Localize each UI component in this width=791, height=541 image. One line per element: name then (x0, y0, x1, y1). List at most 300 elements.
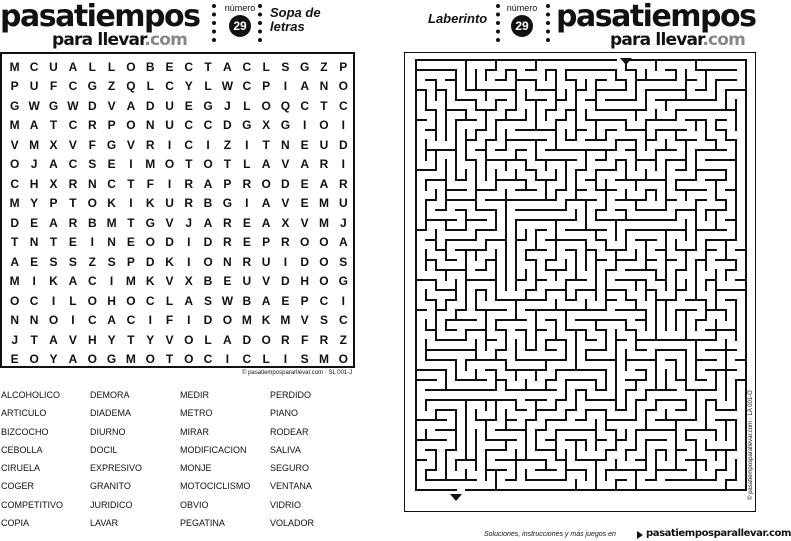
grid-cell[interactable]: E (184, 98, 193, 113)
grid-cell[interactable]: L (204, 332, 212, 347)
grid-cell[interactable]: G (87, 79, 97, 94)
grid-cell[interactable]: T (49, 235, 58, 250)
grid-cell[interactable]: H (107, 293, 116, 308)
grid-cell[interactable]: P (107, 118, 116, 133)
grid-cell[interactable]: O (222, 313, 233, 328)
grid-cell[interactable]: V (68, 332, 77, 347)
grid-cell[interactable]: A (49, 215, 58, 230)
grid-cell[interactable]: I (283, 352, 288, 367)
grid-cell[interactable]: U (165, 196, 174, 211)
grid-cell[interactable]: O (145, 235, 155, 250)
grid-cell[interactable]: M (9, 196, 20, 211)
grid-cell[interactable]: G (222, 196, 233, 211)
grid-cell[interactable]: O (261, 98, 271, 113)
grid-cell[interactable]: A (68, 274, 78, 289)
grid-cell[interactable]: I (245, 196, 249, 211)
grid-cell[interactable]: Z (339, 332, 347, 347)
grid-cell[interactable]: I (109, 274, 114, 289)
grid-cell[interactable]: C (68, 79, 78, 94)
grid-cell[interactable]: G (280, 118, 291, 133)
grid-cell[interactable]: O (10, 293, 20, 308)
grid-cell[interactable]: A (319, 176, 329, 191)
grid-cell[interactable]: C (68, 118, 78, 133)
grid-cell[interactable]: W (221, 293, 234, 308)
grid-cell[interactable]: V (262, 274, 271, 289)
grid-cell[interactable]: N (281, 137, 290, 152)
grid-cell[interactable]: A (10, 254, 19, 269)
grid-cell[interactable]: Y (184, 79, 193, 94)
grid-cell[interactable]: U (165, 118, 174, 133)
grid-cell[interactable]: M (318, 215, 329, 230)
grid-cell[interactable]: U (319, 137, 329, 152)
grid-cell[interactable]: D (145, 254, 155, 269)
grid-cell[interactable]: T (69, 196, 77, 211)
grid-cell[interactable]: O (319, 118, 329, 133)
grid-cell[interactable]: X (262, 118, 271, 133)
grid-cell[interactable]: N (107, 235, 116, 250)
grid-cell[interactable]: D (10, 215, 19, 230)
grid-cell[interactable]: M (125, 274, 136, 289)
grid-cell[interactable]: M (280, 313, 291, 328)
grid-cell[interactable]: E (300, 196, 309, 211)
grid-cell[interactable]: U (338, 196, 348, 211)
grid-cell[interactable]: T (262, 137, 270, 152)
grid-cell[interactable]: E (30, 215, 39, 230)
grid-cell[interactable]: I (341, 293, 345, 308)
grid-cell[interactable]: C (242, 59, 252, 74)
grid-cell[interactable]: P (49, 196, 58, 211)
grid-cell[interactable]: F (146, 176, 154, 191)
grid-cell[interactable]: N (319, 79, 329, 94)
grid-cell[interactable]: C (165, 79, 174, 94)
grid-cell[interactable]: O (126, 293, 136, 308)
grid-cell[interactable]: S (88, 157, 97, 172)
grid-cell[interactable]: I (187, 254, 191, 269)
grid-cell[interactable]: C (338, 313, 348, 328)
grid-cell[interactable]: A (261, 196, 271, 211)
grid-cell[interactable]: E (165, 59, 174, 74)
grid-cell[interactable]: V (165, 215, 174, 230)
grid-cell[interactable]: D (145, 98, 155, 113)
grid-cell[interactable]: C (338, 98, 348, 113)
grid-cell[interactable]: K (145, 196, 155, 211)
grid-cell[interactable]: O (87, 293, 97, 308)
grid-cell[interactable]: O (261, 176, 271, 191)
grid-cell[interactable]: E (300, 176, 309, 191)
grid-cell[interactable]: G (10, 98, 20, 113)
word-list-item: MIRAR (180, 426, 209, 437)
grid-cell[interactable]: X (49, 176, 58, 191)
grid-cell[interactable]: N (29, 313, 39, 328)
grid-cell[interactable]: C (184, 137, 194, 152)
grid-cell[interactable]: C (87, 274, 97, 289)
grid-cell[interactable]: I (187, 313, 191, 328)
grid-cell[interactable]: H (29, 176, 39, 191)
grid-cell[interactable]: M (125, 352, 136, 367)
grid-cell[interactable]: B (203, 196, 213, 211)
grid-cell[interactable]: A (261, 215, 271, 230)
right-logo-sub: para llevar (610, 30, 703, 50)
grid-cell[interactable]: E (242, 235, 251, 250)
grid-cell[interactable]: T (11, 235, 19, 250)
grid-cell[interactable]: C (87, 313, 97, 328)
grid-cell[interactable]: I (167, 137, 172, 152)
grid-cell[interactable]: A (107, 313, 116, 328)
grid-cell[interactable]: E (126, 235, 135, 250)
grid-cell[interactable]: P (126, 254, 135, 269)
grid-cell[interactable]: E (300, 137, 309, 152)
grid-cell[interactable]: W (28, 98, 40, 113)
word-list-item: VIDRIO (270, 499, 302, 510)
grid-cell[interactable]: S (49, 254, 58, 269)
grid-cell[interactable]: Q (126, 79, 136, 94)
grid-cell[interactable]: H (300, 274, 309, 289)
grid-cell[interactable]: C (184, 59, 194, 74)
grid-cell[interactable]: A (261, 293, 271, 308)
grid-cell[interactable]: C (242, 352, 252, 367)
grid-cell[interactable]: C (242, 79, 252, 94)
grid-cell[interactable]: U (165, 98, 174, 113)
grid-cell[interactable]: L (165, 293, 174, 308)
grid-cell[interactable]: B (145, 59, 155, 74)
grid-cell[interactable]: I (341, 157, 345, 172)
grid-cell[interactable]: U (49, 59, 58, 74)
grid-cell[interactable]: I (90, 235, 94, 250)
grid-cell[interactable]: Z (107, 79, 116, 94)
grid-cell[interactable]: E (107, 157, 116, 172)
grid-cell[interactable]: S (281, 59, 290, 74)
grid-cell[interactable]: D (338, 137, 348, 152)
grid-cell[interactable]: O (87, 196, 97, 211)
grid-cell[interactable]: M (318, 352, 329, 367)
grid-cell[interactable]: O (164, 157, 175, 172)
grid-cell[interactable]: H (87, 332, 97, 347)
word-list-item: ALCOHOLICO (1, 390, 61, 400)
grid-cell[interactable]: R (281, 235, 290, 250)
grid-cell[interactable]: X (184, 274, 193, 289)
grid-cell[interactable]: P (10, 79, 19, 94)
grid-cell[interactable]: R (338, 176, 348, 191)
grid-cell[interactable]: V (126, 137, 135, 152)
grid-cell[interactable]: O (145, 352, 155, 367)
grid-cell[interactable]: K (165, 254, 174, 269)
grid-cell[interactable]: K (261, 313, 271, 328)
grid-cell[interactable]: F (165, 313, 174, 328)
grid-cell[interactable]: S (300, 352, 309, 367)
grid-cell[interactable]: I (148, 313, 152, 328)
grid-cell[interactable]: R (223, 215, 232, 230)
grid-cell[interactable]: K (49, 274, 58, 289)
grid-cell[interactable]: N (145, 118, 155, 133)
grid-cell[interactable]: S (319, 313, 328, 328)
footer-arrow-icon (637, 531, 643, 539)
grid-cell[interactable]: T (127, 332, 135, 347)
grid-cell[interactable]: O (319, 274, 329, 289)
grid-cell[interactable]: R (319, 157, 329, 172)
grid-cell[interactable]: R (145, 137, 155, 152)
grid-cell[interactable]: O (319, 254, 329, 269)
grid-cell[interactable]: O (203, 254, 213, 269)
grid-cell[interactable]: Y (49, 352, 58, 367)
grid-cell[interactable]: Z (88, 254, 96, 269)
grid-cell[interactable]: D (281, 274, 290, 289)
grid-cell[interactable]: S (68, 254, 77, 269)
grid-cell[interactable]: R (242, 176, 252, 191)
grid-cell[interactable]: T (165, 352, 174, 367)
grid-cell[interactable]: A (261, 157, 271, 172)
grid-cell[interactable]: D (242, 332, 252, 347)
grid-cell[interactable]: G (106, 352, 117, 367)
grid-cell[interactable]: R (281, 332, 290, 347)
grid-cell[interactable]: N (10, 313, 19, 328)
grid-cell[interactable]: L (69, 293, 77, 308)
grid-cell[interactable]: A (68, 352, 78, 367)
grid-cell[interactable]: C (319, 293, 329, 308)
grid-cell[interactable]: R (68, 215, 78, 230)
grid-cell[interactable]: J (11, 332, 19, 347)
grid-cell[interactable]: O (126, 59, 136, 74)
grid-cell[interactable]: P (223, 176, 232, 191)
grid-cell[interactable]: V (107, 98, 116, 113)
grid-cell[interactable]: T (127, 176, 135, 191)
grid-cell[interactable]: I (245, 137, 249, 152)
grid-cell[interactable]: I (283, 254, 288, 269)
grid-cell[interactable]: L (88, 59, 96, 74)
grid-cell[interactable]: R (223, 235, 232, 250)
grid-cell[interactable]: V (165, 274, 174, 289)
grid-cell[interactable]: I (341, 118, 345, 133)
grid-cell[interactable]: V (281, 196, 290, 211)
grid-cell[interactable]: M (241, 313, 252, 328)
grid-cell[interactable]: N (29, 235, 39, 250)
grid-cell[interactable]: V (68, 137, 77, 152)
grid-cell[interactable]: U (242, 274, 252, 289)
grid-cell[interactable]: O (261, 332, 271, 347)
grid-cell[interactable]: D (203, 235, 213, 250)
grid-cell[interactable]: P (262, 79, 271, 94)
grid-cell[interactable]: Y (30, 196, 39, 211)
word-list-item: PERDIDO (270, 390, 312, 400)
word-list-item: DIURNO (90, 426, 126, 437)
grid-cell[interactable]: C (29, 293, 39, 308)
grid-cell[interactable]: M (106, 215, 117, 230)
grid-cell[interactable]: N (223, 254, 232, 269)
grid-cell[interactable]: D (165, 235, 174, 250)
grid-cell[interactable]: A (203, 215, 213, 230)
grid-cell[interactable]: Y (107, 332, 116, 347)
grid-cell[interactable]: F (49, 79, 58, 94)
grid-cell[interactable]: J (224, 98, 231, 113)
grid-cell[interactable]: R (184, 196, 194, 211)
grid-cell[interactable]: T (127, 215, 135, 230)
grid-cell[interactable]: C (29, 59, 39, 74)
grid-cell[interactable]: G (106, 137, 117, 152)
grid-cell[interactable]: E (223, 274, 232, 289)
grid-cell[interactable]: I (129, 157, 133, 172)
grid-cell[interactable]: O (126, 118, 136, 133)
grid-cell[interactable]: T (185, 157, 193, 172)
grid-cell[interactable]: E (68, 235, 77, 250)
grid-cell[interactable]: P (262, 235, 271, 250)
grid-cell[interactable]: F (88, 137, 96, 152)
grid-cell[interactable]: B (203, 274, 213, 289)
grid-cell[interactable]: I (225, 352, 230, 367)
grid-cell[interactable]: S (203, 293, 212, 308)
grid-cell[interactable]: A (300, 79, 309, 94)
grid-cell[interactable]: O (300, 235, 310, 250)
grid-cell[interactable]: O (319, 235, 329, 250)
grid-cell[interactable]: Z (320, 59, 328, 74)
grid-cell[interactable]: O (87, 352, 97, 367)
grid-cell[interactable]: G (338, 274, 348, 289)
grid-cell[interactable]: L (262, 59, 270, 74)
grid-cell[interactable]: L (243, 98, 251, 113)
grid-cell[interactable]: C (184, 118, 194, 133)
grid-cell[interactable]: A (300, 157, 309, 172)
grid-cell[interactable]: O (184, 352, 194, 367)
grid-cell[interactable]: M (9, 118, 20, 133)
grid-cell[interactable]: V (10, 137, 19, 152)
grid-cell[interactable]: A (49, 332, 58, 347)
grid-cell[interactable]: A (29, 118, 39, 133)
grid-cell[interactable]: E (281, 293, 290, 308)
grid-cell[interactable]: V (165, 332, 174, 347)
grid-cell[interactable]: T (49, 118, 58, 133)
grid-cell[interactable]: O (10, 157, 20, 172)
grid-cell[interactable]: A (126, 98, 136, 113)
grid-cell[interactable]: L (243, 157, 251, 172)
grid-cell[interactable]: V (300, 215, 309, 230)
grid-cell[interactable]: Q (280, 98, 291, 113)
grid-cell[interactable]: V (281, 157, 290, 172)
grid-cell[interactable]: A (338, 235, 348, 250)
grid-cell[interactable]: M (318, 196, 329, 211)
grid-cell[interactable]: J (30, 157, 38, 172)
grid-cell[interactable]: I (71, 313, 75, 328)
grid-cell[interactable]: X (49, 137, 58, 152)
grid-cell[interactable]: C (203, 352, 213, 367)
grid-cell[interactable]: L (262, 352, 270, 367)
grid-cell[interactable]: M (9, 59, 20, 74)
grid-cell[interactable]: F (301, 332, 309, 347)
grid-cell[interactable]: I (187, 235, 191, 250)
grid-cell[interactable]: C (68, 157, 78, 172)
grid-cell[interactable]: T (320, 98, 328, 113)
word-list-item: PIANO (270, 408, 299, 419)
grid-cell[interactable]: S (107, 254, 116, 269)
grid-cell[interactable]: C (145, 293, 155, 308)
grid-cell[interactable]: E (242, 215, 251, 230)
grid-row (5, 135, 353, 155)
grid-cell[interactable]: R (184, 176, 194, 191)
grid-cell[interactable]: I (129, 196, 133, 211)
grid-cell[interactable]: R (87, 118, 97, 133)
grid-cell[interactable]: R (242, 254, 252, 269)
grid-cell[interactable]: T (30, 332, 38, 347)
grid-cell[interactable]: G (300, 59, 310, 74)
grid-cell[interactable]: P (339, 59, 348, 74)
grid-cell[interactable]: G (203, 98, 213, 113)
grid-cell[interactable]: J (339, 215, 347, 230)
grid-cell[interactable]: C (126, 313, 136, 328)
maze-svg (416, 60, 746, 494)
grid-cell[interactable]: B (242, 293, 252, 308)
grid-cell[interactable]: A (223, 332, 232, 347)
grid-cell[interactable]: W (67, 98, 79, 113)
grid-cell[interactable]: V (300, 313, 309, 328)
grid-cell[interactable]: L (204, 79, 212, 94)
grid-cell[interactable]: I (303, 118, 307, 133)
footer-logo[interactable]: pasatiemposparallevar.com (646, 528, 791, 539)
grid-cell[interactable]: G (145, 215, 155, 230)
grid-cell[interactable]: M (145, 157, 156, 172)
grid-cell[interactable]: I (51, 293, 56, 308)
left-header-divider (212, 4, 220, 42)
grid-cell[interactable]: O (48, 313, 59, 328)
grid-cell[interactable]: J (185, 215, 193, 230)
grid-cell[interactable]: U (261, 254, 271, 269)
grid-cell[interactable]: O (184, 332, 194, 347)
grid-cell[interactable]: I (206, 137, 210, 152)
grid-cell[interactable]: N (87, 176, 97, 191)
grid-cell[interactable]: A (203, 176, 213, 191)
grid-cell[interactable]: B (87, 215, 97, 230)
grid-cell[interactable]: E (30, 254, 39, 269)
grid-cell[interactable]: A (184, 293, 194, 308)
grid-cell[interactable]: L (107, 59, 116, 74)
grid-cell[interactable]: D (87, 98, 97, 113)
grid-cell[interactable]: R (319, 332, 329, 347)
grid-cell[interactable]: T (204, 59, 212, 74)
grid-cell[interactable]: D (223, 118, 232, 133)
grid-cell[interactable]: P (300, 293, 309, 308)
grid-cell[interactable]: D (203, 313, 213, 328)
grid-cell[interactable]: C (203, 118, 213, 133)
grid-cell[interactable]: O (338, 79, 348, 94)
grid-cell[interactable]: O (29, 352, 39, 367)
grid-cell[interactable]: M (9, 274, 20, 289)
grid-cell[interactable]: Y (146, 332, 155, 347)
grid-cell[interactable]: C (107, 176, 116, 191)
grid-cell[interactable]: E (10, 352, 19, 367)
grid-cell[interactable]: A (49, 157, 58, 172)
grid-cell[interactable]: D (300, 254, 309, 269)
grid-cell[interactable]: L (146, 79, 154, 94)
grid-cell[interactable]: G (48, 98, 59, 113)
grid-cell[interactable]: T (223, 157, 232, 172)
grid-cell[interactable]: C (10, 176, 19, 191)
grid-cell[interactable]: K (145, 274, 155, 289)
grid-cell[interactable]: C (300, 98, 309, 113)
grid-cell[interactable]: K (107, 196, 116, 211)
grid-cell[interactable]: A (223, 59, 232, 74)
grid-cell[interactable]: M (29, 137, 40, 152)
grid-cell[interactable]: O (338, 352, 348, 367)
grid-cell[interactable]: Z (223, 137, 232, 152)
grid-cell[interactable]: U (29, 79, 39, 94)
grid-cell[interactable]: D (281, 176, 290, 191)
grid-cell[interactable]: A (68, 59, 78, 74)
grid-cell[interactable]: G (242, 118, 252, 133)
grid-cell[interactable]: X (281, 215, 290, 230)
grid-cell[interactable]: R (68, 176, 78, 191)
grid-cell[interactable]: I (167, 176, 172, 191)
grid-cell[interactable]: I (32, 274, 36, 289)
grid-cell[interactable]: W (221, 79, 234, 94)
grid-cell[interactable]: I (283, 79, 288, 94)
grid-cell[interactable]: O (203, 157, 213, 172)
grid-cell[interactable]: S (339, 254, 348, 269)
